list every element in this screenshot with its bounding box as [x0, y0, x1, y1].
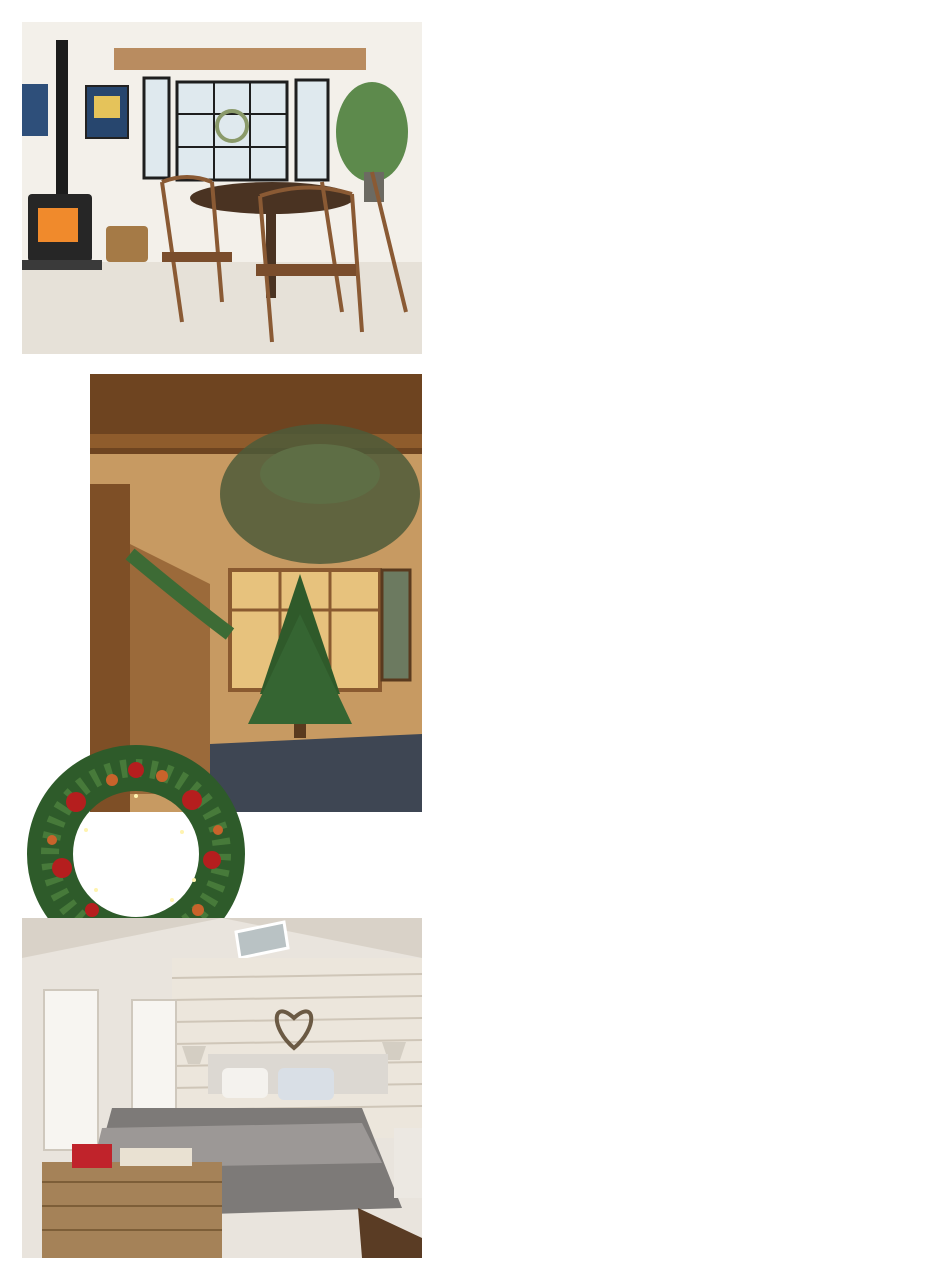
bedroom-photo [22, 918, 422, 1258]
dining-room-photo [22, 22, 422, 354]
